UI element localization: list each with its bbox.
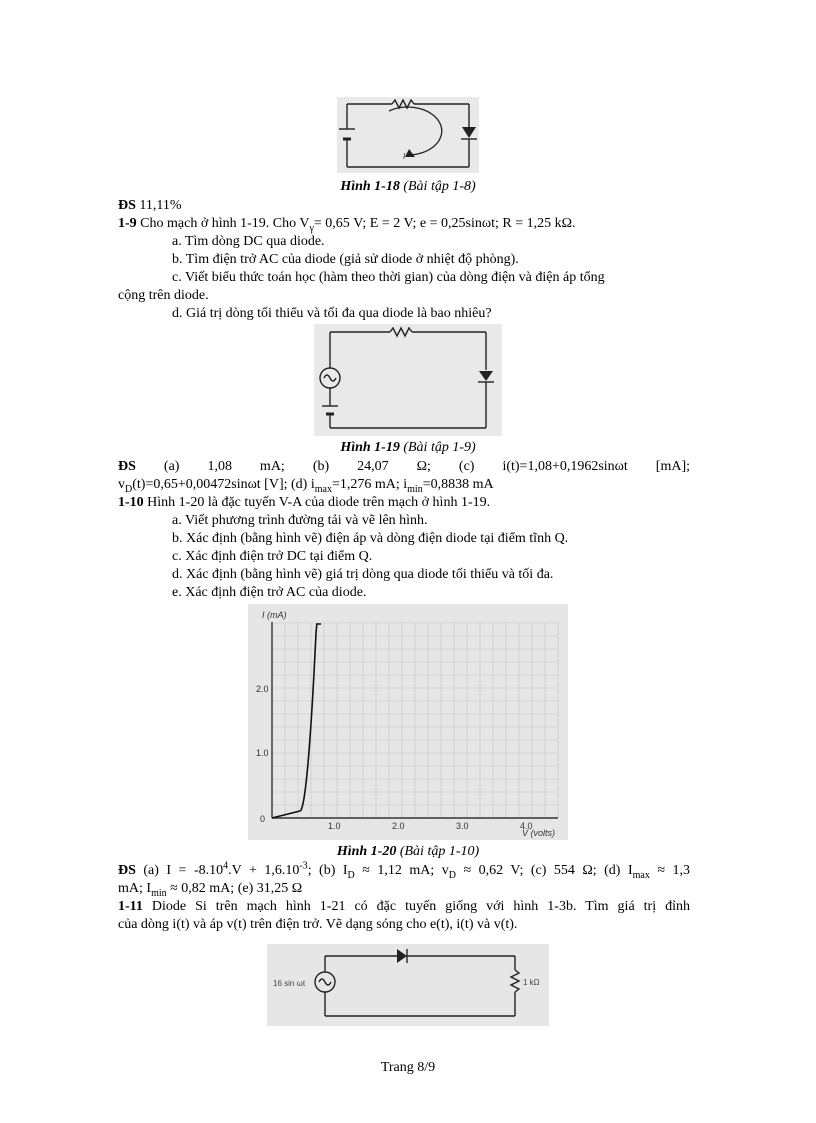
answer-1-9-line2: $v_D(t)=0,65+0,00472\sin\omega t$ [V]; (d) $i_{max}=1,276$ mA; $i_{min}=0,8838$ mA xyxy=(118,477,494,495)
figure-1-19-caption: Hình 1-19 (Bài tập 1-9) xyxy=(340,440,476,455)
answer-1-8: ĐS 11,11% xyxy=(118,198,182,213)
y-tick-0: 0 xyxy=(260,814,266,824)
answer-1-10-line1: ĐS (a) $I = -8.10^4.V + 1,6.10^{-3}$; (b) $I_D \approx 1,12$ mA; $v_D \approx 0,62$ V; (c) 554 Ω; (d) $I_{max} \approx 1,3$ xyxy=(118,860,690,881)
x-tick-1: 1.0 xyxy=(328,821,341,831)
figure-1-19-circuit xyxy=(314,324,502,436)
x-tick-4: 4.0 xyxy=(520,821,533,831)
figure-1-18-circuit xyxy=(337,97,479,173)
problem-1-10-e: e. Xác định điện trở AC của diode. xyxy=(172,585,367,600)
figure-1-20-graph xyxy=(248,604,568,840)
x-tick-2: 2.0 xyxy=(392,821,405,831)
problem-1-9-intro: 1-9 Cho mạch ở hình 1-19. Cho $V_\gamma= 0,65$ V; E = 2 V; e = 0,25sinωt; R = 1,25 kΩ. xyxy=(118,216,576,234)
problem-1-9-a: a. Tìm dòng DC qua diode. xyxy=(172,234,325,249)
problem-1-9-d: d. Giá trị dòng tối thiểu và tối đa qua diode là bao nhiêu? xyxy=(172,306,492,321)
problem-1-10-intro: 1-10 Hình 1-20 là đặc tuyến V-A của diode trên mạch ở hình 1-19. xyxy=(118,495,491,510)
current-label: I xyxy=(403,152,406,161)
source-label: 16 sin ωt xyxy=(273,979,306,988)
problem-1-9-c: c. Viết biểu thức toán học (hàm theo thời gian) của dòng điện và điện áp tổng xyxy=(172,270,605,285)
x-axis-label: V (volts) xyxy=(522,828,556,838)
x-tick-3: 3.0 xyxy=(456,821,469,831)
problem-1-10-a: a. Viết phương trình đường tải và vẽ lên hình. xyxy=(172,513,428,528)
answer-1-9-line1: ĐS (a) 1,08 mA; (b) 24,07 Ω; (c) i(t)=1,08+0,1962sinωt [mA]; xyxy=(118,459,690,474)
figure-1-21-circuit xyxy=(267,944,549,1026)
problem-1-10-d: d. Xác định (bằng hình vẽ) giá trị dòng qua diode tối thiểu và tối đa. xyxy=(172,567,554,582)
page-number: Trang 8/9 xyxy=(380,1060,436,1075)
answer-1-10-line2: mA; $I_{min} \approx 0,82$ mA; (e) 31,25 Ω xyxy=(118,881,303,899)
problem-1-10-b: b. Xác định (bằng hình vẽ) điện áp và dòng điện diode tại điểm tĩnh Q. xyxy=(172,531,569,546)
y-tick-1: 1.0 xyxy=(256,748,269,758)
y-axis-label: I (mA) xyxy=(262,610,287,620)
problem-1-9-c-cont: cộng trên diode. xyxy=(118,288,209,303)
problem-1-11-line2: của dòng i(t) và áp v(t) trên điện trở. Vẽ dạng sóng cho e(t), i(t) và v(t). xyxy=(118,917,518,932)
problem-1-10-c: c. Xác định điện trở DC tại điểm Q. xyxy=(172,549,373,564)
problem-1-11-line1: 1-11 Diode Si trên mạch hình 1-21 có đặc tuyến giống với hình 1-3b. Tìm giá trị đỉnh xyxy=(118,899,690,914)
figure-1-20-caption: Hình 1-20 (Bài tập 1-10) xyxy=(336,844,480,859)
y-tick-2: 2.0 xyxy=(256,684,269,694)
figure-1-18-caption: Hình 1-18 (Bài tập 1-8) xyxy=(340,179,476,194)
problem-1-9-b: b. Tìm điện trở AC của diode (giả sử diode ở nhiệt độ phòng). xyxy=(172,252,519,267)
resistor-label: 1 kΩ xyxy=(523,978,540,987)
